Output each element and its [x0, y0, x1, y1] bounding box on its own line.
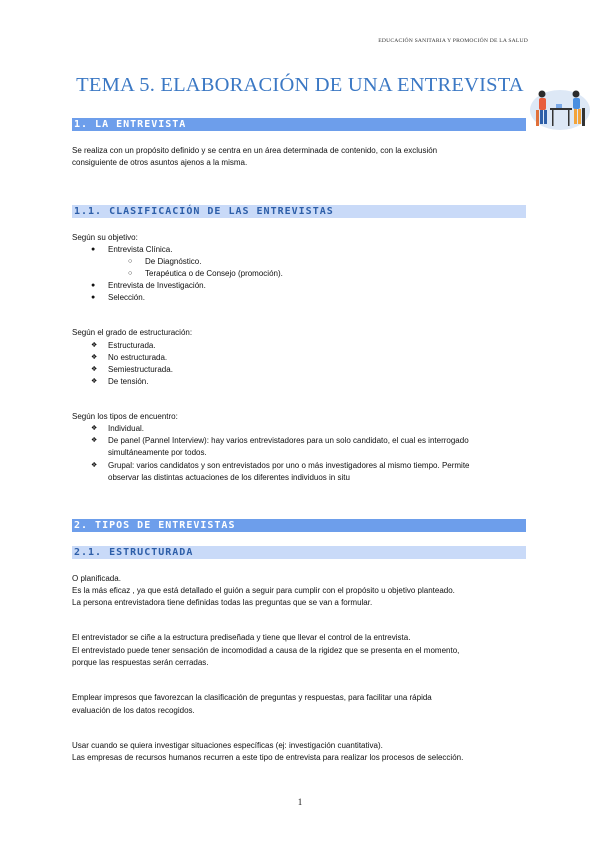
list-label: Según los tipos de encuentro:	[72, 412, 178, 421]
list-item: Estructurada.	[108, 341, 156, 350]
sub-list-item: De Diagnóstico.	[145, 257, 202, 266]
diamond-marker: ❖	[91, 354, 98, 361]
list-item: De tensión.	[108, 377, 149, 386]
list-item: Semiestructurada.	[108, 365, 173, 374]
list-item-continuation: observar las distintas actuaciones de los diferentes individuos in situ	[108, 473, 350, 482]
diamond-marker: ❖	[91, 366, 98, 373]
section-heading-2: 2. TIPOS DE ENTREVISTAS	[72, 519, 526, 532]
paragraph-line: evaluación de los datos recogidos.	[72, 706, 195, 715]
diamond-marker: ❖	[91, 378, 98, 385]
diamond-marker: ❖	[91, 342, 98, 349]
paragraph-line: Emplear impresos que favorezcan la clasificación de preguntas y respuestas, para facilitar una rápida	[72, 693, 432, 702]
paragraph-line: Se realiza con un propósito definido y se centra en un área determinada de contenido, con la exclusión	[72, 146, 438, 155]
sub-list-item: Terapéutica o de Consejo (promoción).	[145, 269, 283, 278]
section-heading-1-1: 1.1. CLASIFICACIÓN DE LAS ENTREVISTAS	[72, 205, 526, 218]
paragraph-line: Usar cuando se quiera investigar situaciones específicas (ej: investigación cuantitativa).	[72, 741, 383, 750]
list-label: Según el grado de estructuración:	[72, 328, 193, 337]
paragraph-line: consiguiente de otros asuntos ajenos a la misma.	[72, 158, 248, 167]
paragraph-line: Es la más eficaz , ya que está detallado el guión a seguir para cumplir con el propósito u objetivo planteado.	[72, 586, 455, 595]
running-header: EDUCACIÓN SANITARIA Y PROMOCIÓN DE LA SALUD	[378, 38, 528, 44]
list-item: Grupal: varios candidatos y son entrevistados por uno o más investigadores al mismo tiempo. Permite	[108, 461, 470, 470]
list-item: Entrevista de Investigación.	[108, 281, 206, 290]
paragraph-line: El entrevistador se ciñe a la estructura prediseñada y tiene que llevar el control de la entrevista.	[72, 633, 411, 642]
list-item: Selección.	[108, 293, 145, 302]
paragraph-line: porque las respuestas serán cerradas.	[72, 658, 209, 667]
diamond-marker: ❖	[91, 437, 98, 444]
list-item: No estructurada.	[108, 353, 168, 362]
list-item: De panel (Pannel Interview): hay varios entrevistadores para un solo candidato, el cual es interrogado	[108, 436, 469, 445]
page-number: 1	[297, 797, 303, 807]
bullet-marker: ●	[91, 294, 96, 301]
section-heading-2-1: 2.1. ESTRUCTURADA	[72, 546, 526, 559]
bullet-marker: ●	[91, 282, 96, 289]
bullet-marker: ●	[91, 246, 96, 253]
circle-marker: ○	[128, 270, 133, 277]
diamond-marker: ❖	[91, 462, 98, 469]
section-heading-1: 1. LA ENTREVISTA	[72, 118, 526, 131]
interview-illustration	[528, 84, 592, 132]
list-label: Según su objetivo:	[72, 233, 138, 242]
paragraph-line: El entrevistado puede tener sensación de incomodidad a causa de la rigidez que se presenta en el momento,	[72, 646, 460, 655]
list-item-continuation: simultáneamente por todos.	[108, 448, 207, 457]
page-title: TEMA 5. ELABORACIÓN DE UNA ENTREVISTA	[76, 74, 524, 96]
circle-marker: ○	[128, 258, 133, 265]
list-item: Entrevista Clínica.	[108, 245, 173, 254]
list-item: Individual.	[108, 424, 145, 433]
diamond-marker: ❖	[91, 425, 98, 432]
paragraph-line: La persona entrevistadora tiene definidas todas las preguntas que se van a formular.	[72, 598, 373, 607]
paragraph-line: O planificada.	[72, 574, 121, 583]
paragraph-line: Las empresas de recursos humanos recurren a este tipo de entrevista para realizar los procesos de selección.	[72, 753, 464, 762]
